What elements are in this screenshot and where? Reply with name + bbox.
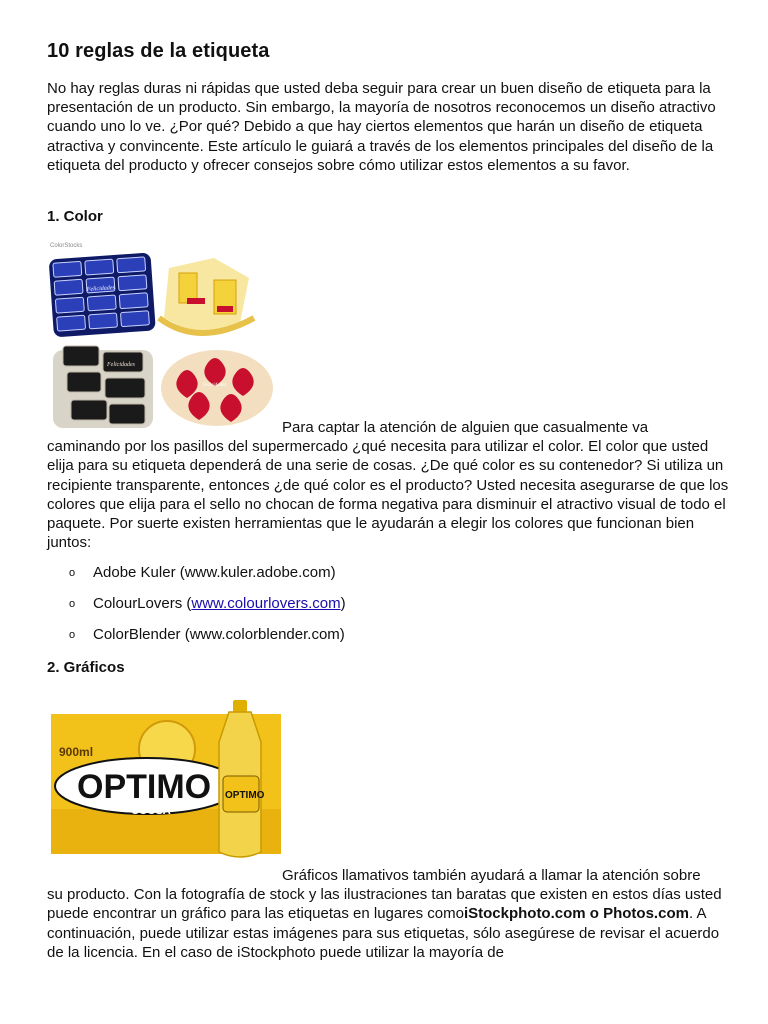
bullet-icon: o	[69, 567, 76, 579]
label-word-red: Felicidades	[203, 383, 227, 388]
blue-labels	[49, 252, 156, 337]
graphics-paragraph	[47, 866, 737, 962]
list-item	[47, 563, 346, 594]
graphics-text-b: . A continuación, puede utilizar estas imágenes para sus etiquetas, sólo asegúrese de revisar el acuerdo de la licencia. En el caso de iStockphoto puede utilizar la mayoría de	[47, 905, 720, 961]
optimo-label-illustration	[47, 694, 283, 864]
black-labels	[53, 346, 153, 428]
label-word-blue: Felicidades	[86, 285, 115, 293]
tool-name: ColorBlender (www.colorblender.com)	[93, 626, 345, 643]
bullet-icon: o	[69, 629, 76, 641]
page-title: 10 reglas de la etiqueta	[47, 40, 270, 62]
tool-prefix: ColourLovers (	[93, 595, 192, 612]
optimo-label-image	[47, 694, 283, 864]
graphics-text-bold: iStockphoto.com o Photos.com	[463, 905, 689, 923]
color-paragraph-lead: Para captar la atención de alguien que casualmente va	[282, 419, 649, 436]
graphics-text-a: su producto. Con la fotografía de stock y las ilustraciones tan baratas que existen en estos días usted puede encontrar un gráfico para las etiquetas en lugares como	[47, 886, 722, 923]
tool-name: Adobe Kuler (www.kuler.adobe.com)	[93, 564, 336, 581]
list-item	[47, 594, 346, 625]
bullet-icon: o	[69, 598, 76, 610]
color-labels-image	[47, 238, 277, 430]
graphics-paragraph-body	[47, 885, 737, 962]
bottle-brand: OPTIMO	[225, 790, 265, 801]
watermark-text: ColorStocks	[50, 243, 83, 249]
intro-paragraph: No hay reglas duras ni rápidas que usted deba seguir para crear un buen diseño de etiqueta para la presentación de un producto. Sin embargo, la mayoría de nosotros reconocemos un diseño atractivo cuando uno lo ve. ¿Por qué? Debido a que hay ciertos elementos que harán un diseño de etiqueta atractiva y convincente. Este artículo le guiará a través de los elementos principales del diseño de la etiqueta del producto y ofrecer consejos sobre cómo utilizar estos elementos a su favor.	[47, 80, 716, 174]
label-sub: COUSA	[131, 805, 171, 817]
graphics-paragraph-lead: Gráficos llamativos también ayudará a llamar la atención sobre	[282, 867, 701, 884]
color-labels-illustration	[47, 238, 277, 430]
color-paragraph	[47, 418, 737, 552]
tool-suffix: )	[340, 595, 346, 612]
label-word-black: Felicidades	[107, 362, 135, 368]
red-labels	[161, 350, 273, 426]
label-brand: OPTIMO	[77, 768, 212, 806]
colourlovers-link[interactable]: www.colourlovers.com	[191, 595, 341, 612]
label-volume: 900ml	[59, 745, 94, 759]
color-tools-list	[47, 563, 346, 656]
section-heading-graphics: 2. Gráficos	[47, 659, 125, 676]
color-paragraph-body: caminando por los pasillos del supermercado ¿qué necesita para utilizar el color. El color que usted elija para su etiqueta dependerá de una serie de cosas. ¿De qué color es su contenedor? Si utiliza un recipiente transparente, entonces ¿de qué color es el producto? Usted necesita asegurarse de que los colores que elija para el sello no chocan de forma negativa para disminuir el atractivo visual de todo el paquete. Por suerte existen herramientas que le ayudarán a elegir los colores que funcionan bien juntos:	[47, 438, 729, 552]
list-item	[47, 625, 346, 656]
section-heading-color: 1. Color	[47, 208, 103, 225]
